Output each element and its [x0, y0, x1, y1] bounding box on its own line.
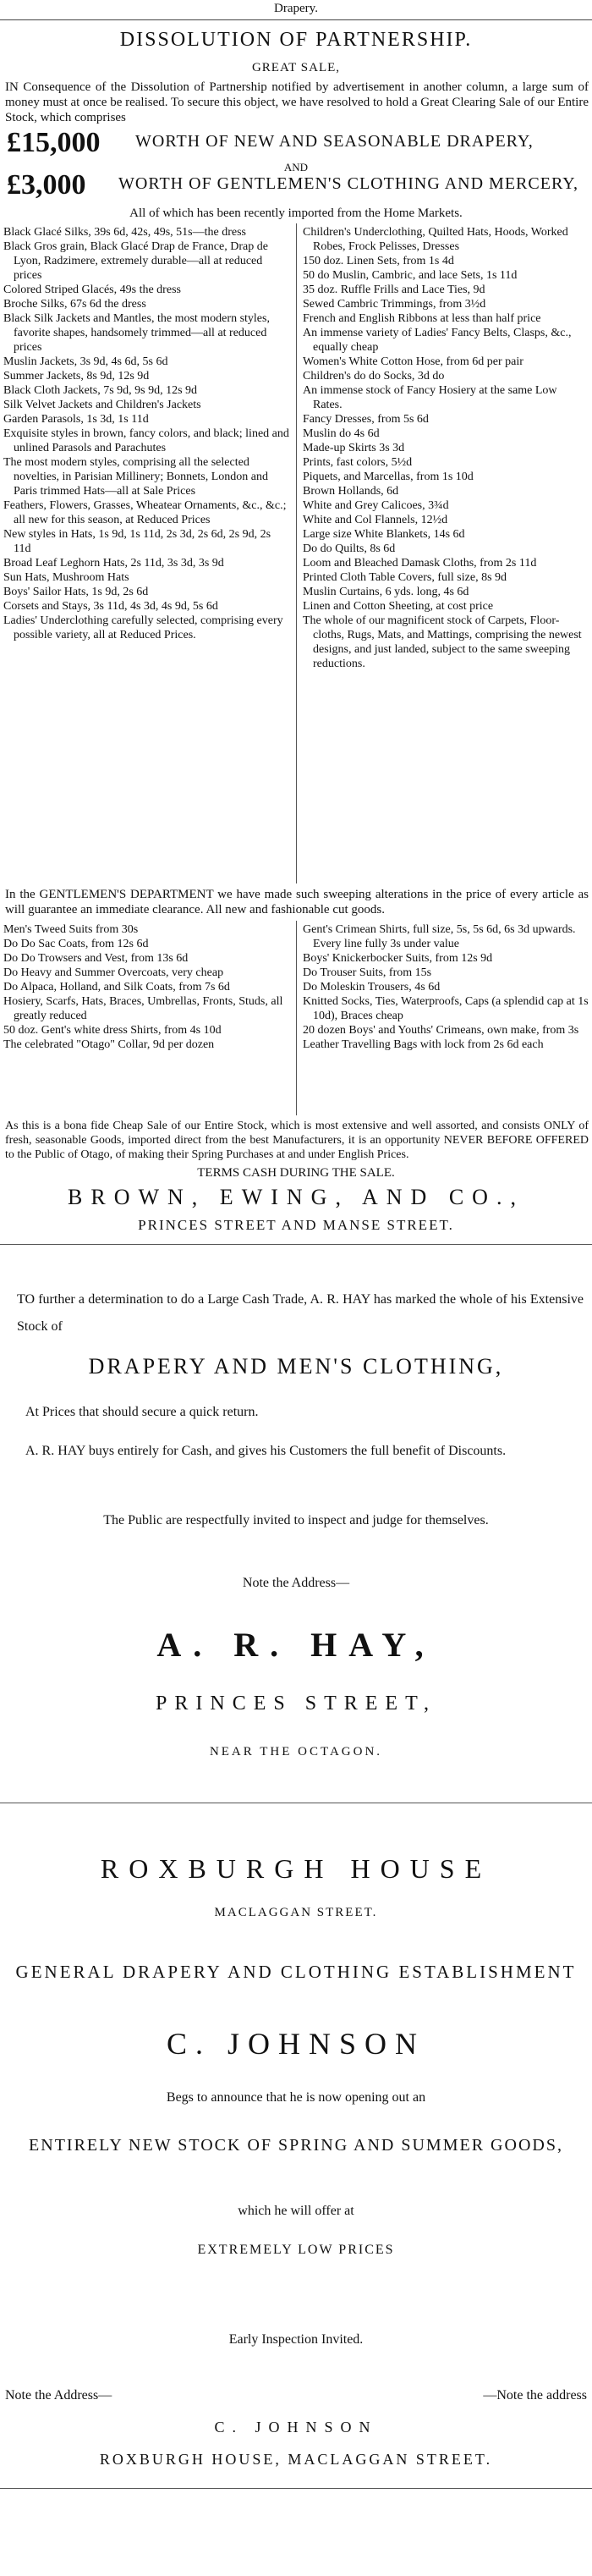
ad1-firm: BROWN, EWING, AND CO.,	[68, 1185, 524, 1209]
list-item: Garden Parasols, 1s 3d, 1s 11d	[3, 413, 149, 426]
ad1-amount1: £15,000	[7, 127, 101, 158]
list-item: Hosiery, Scarfs, Hats, Braces, Umbrellas, Fronts, Studs, all greatly reduced	[3, 995, 283, 1022]
list-item: Sewed Cambric Trimmings, from 3½d	[303, 298, 486, 311]
ad1-intro: IN Consequence of the Dissolution of Partnership notified by advertisement in another column, a large sum of money must at once be realised. To secure this object, we have resolved to hold a Great Clearing Sale of our Entire Stock, which comprises	[5, 80, 589, 124]
ad2-heading: DRAPERY AND MEN'S CLOTHING,	[88, 1354, 504, 1379]
ad3-street: MACLAGGAN STREET.	[214, 1906, 378, 1919]
ad1-amount2-text: WORTH OF GENTLEMEN'S CLOTHING AND MERCERY,	[118, 174, 579, 193]
ad1-terms: TERMS CASH DURING THE SALE.	[197, 1166, 395, 1180]
ad1-closing: As this is a bona fide Cheap Sale of our Entire Stock, which is most extensive and well assorted, and consists ONLY of fresh, seasonable Goods, imported direct from the best Manufacturers, it is an opportunity NEVER BEFORE OFFERED to the Public of Otago, of making their Spring Purchases at and under English Prices.	[5, 1120, 589, 1161]
list-item: Printed Cloth Table Covers, full size, 8s 9d	[303, 571, 507, 584]
list-item: 50 doz. Gent's white dress Shirts, from 4s 10d	[3, 1024, 222, 1037]
ad1-left-column	[3, 225, 291, 642]
list-item: Summer Jackets, 8s 9d, 12s 9d	[3, 370, 150, 383]
ad3-bottom-rule	[0, 2488, 592, 2489]
list-item: Do Trouser Suits, from 15s	[303, 966, 432, 979]
list-item: 150 doz. Linen Sets, from 1s 4d	[303, 255, 454, 267]
ad3-low: EXTREMELY LOW PRICES	[197, 2243, 395, 2257]
list-item: Sun Hats, Mushroom Hats	[3, 571, 129, 584]
ad1-title: DISSOLUTION OF PARTNERSHIP.	[119, 29, 473, 51]
list-item: New styles in Hats, 1s 9d, 1s 11d, 2s 3d, 2s 6d, 2s 9d, 2s 11d	[3, 528, 271, 555]
ad2-buys: A. R. HAY buys entirely for Cash, and gives his Customers the full benefit of Discounts.	[25, 1444, 507, 1458]
list-item: The most modern styles, comprising all the selected novelties, in Parisian Millinery; Bonnets, London and Paris trimmed Hats—all at Sale Prices	[3, 456, 268, 498]
list-item: Large size White Blankets, 14s 6d	[303, 528, 465, 541]
ad1-gents-para: In the GENTLEMEN'S DEPARTMENT we have made such sweeping alterations in the price of every article as will guarantee an immediate clearance. All new and fashionable cut goods.	[5, 888, 589, 916]
list-item: Fancy Dresses, from 5s 6d	[303, 413, 429, 426]
list-item: Men's Tweed Suits from 30s	[3, 923, 139, 936]
ad3-house: ROXBURGH HOUSE	[100, 1853, 492, 1884]
ad1-bottom-rule	[0, 1244, 592, 1245]
list-item: Gent's Crimean Shirts, full size, 5s, 5s 6d, 6s 3d upwards. Every line fully 3s under value	[303, 923, 576, 950]
ad1-imported: All of which has been recently imported from the Home Markets.	[129, 206, 463, 220]
ad3-note-right: —Note the address	[483, 2388, 587, 2403]
ad2-note: Note the Address—	[242, 1576, 350, 1590]
list-item: The whole of our magnificent stock of Carpets, Floor-cloths, Rugs, Mats, and Mattings, comprising the newest designs, and just landed, subject to the same sweeping reductions.	[303, 614, 582, 670]
list-item: Ladies' Underclothing carefully selected, comprising every possible variety, all at Reduced Prices.	[3, 614, 283, 641]
ad3-stock: ENTIRELY NEW STOCK OF SPRING AND SUMMER GOODS,	[29, 2136, 563, 2155]
ad2-prices: At Prices that should secure a quick return.	[25, 1405, 259, 1419]
section-header	[0, 0, 592, 20]
list-item: Do Moleskin Trousers, 4s 6d	[303, 981, 441, 994]
list-item: An immense variety of Ladies' Fancy Belts, Clasps, &c., equally cheap	[303, 327, 572, 354]
list-item: Made-up Skirts 3s 3d	[303, 442, 405, 454]
list-item: Women's White Cotton Hose, from 6d per pair	[303, 355, 523, 368]
list-item: White and Grey Calicoes, 3¾d	[303, 499, 449, 512]
list-item: Black Glacé Silks, 39s 6d, 42s, 49s, 51s—the dress	[3, 226, 246, 239]
ad1-amount2: £3,000	[7, 169, 86, 201]
list-item: White and Col Flannels, 12½d	[303, 514, 448, 526]
ad2-name: A. R. HAY,	[156, 1626, 436, 1664]
list-item: Boys' Sailor Hats, 1s 9d, 2s 6d	[3, 586, 149, 598]
ad3-note-left: Note the Address—	[5, 2388, 112, 2403]
ad3-name: C. JOHNSON	[166, 2027, 426, 2061]
list-item: Do do Quilts, 8s 6d	[303, 542, 396, 555]
ad1-column-divider	[296, 223, 297, 883]
list-item: Do Alpaca, Holland, and Silk Coats, from 7s 6d	[3, 981, 230, 994]
list-item: The celebrated "Otago" Collar, 9d per dozen	[3, 1038, 215, 1051]
list-item: Loom and Bleached Damask Cloths, from 2s 11d	[303, 557, 537, 570]
list-item: Silk Velvet Jackets and Children's Jackets	[3, 399, 201, 411]
ad1-address: PRINCES STREET AND MANSE STREET.	[138, 1217, 454, 1233]
list-item: Children's do do Socks, 3d do	[303, 370, 445, 383]
list-item: 50 do Muslin, Cambric, and lace Sets, 1s 11d	[303, 269, 518, 282]
ad1-and: AND	[283, 161, 309, 173]
ad1-right-column	[303, 225, 589, 671]
ad3-footer-name: C. JOHNSON	[214, 2419, 378, 2436]
list-item: Do Do Sac Coats, from 12s 6d	[3, 938, 149, 950]
list-item: Do Heavy and Summer Overcoats, very cheap	[3, 966, 224, 979]
list-item: Do Do Trowsers and Vest, from 13s 6d	[3, 952, 189, 965]
list-item: French and English Ribbons at less than half price	[303, 312, 541, 325]
list-item: Broche Silks, 67s 6d the dress	[3, 298, 146, 311]
list-item: Feathers, Flowers, Grasses, Wheatear Ornaments, &c., &c.; all new for this season, at Reduced Prices	[3, 499, 287, 526]
list-item: Knitted Socks, Ties, Waterproofs, Caps (a splendid cap at 1s 10d), Braces cheap	[303, 995, 589, 1022]
list-item: Corsets and Stays, 3s 11d, 4s 3d, 4s 9d, 5s 6d	[3, 600, 218, 613]
ad2-invite: The Public are respectfully invited to inspect and judge for themselves.	[103, 1513, 489, 1527]
list-item: Exquisite styles in brown, fancy colors, and black; lined and unlined Parasols and Parachutes	[3, 427, 289, 454]
list-item: Prints, fast colors, 5½d	[303, 456, 413, 469]
ad1-gents-divider	[296, 921, 297, 1115]
ad3-establishment: GENERAL DRAPERY AND CLOTHING ESTABLISHMENT	[15, 1962, 577, 1982]
ad3-inspection: Early Inspection Invited.	[228, 2332, 364, 2347]
ad3-offer: which he will offer at	[238, 2204, 354, 2218]
ad2-intro: TO further a determination to do a Large Cash Trade, A. R. HAY has marked the whole of his Extensive Stock of	[17, 1292, 584, 1334]
ad1-gents-right	[303, 922, 589, 1052]
list-item: Black Silk Jackets and Mantles, the most modern styles, favorite shapes, handsomely trimmed—all at reduced prices	[3, 312, 270, 354]
list-item: Muslin do 4s 6d	[303, 427, 380, 440]
list-item: An immense stock of Fancy Hosiery at the same Low Rates.	[303, 384, 557, 411]
list-item: Children's Underclothing, Quilted Hats, Hoods, Worked Robes, Frock Pelisses, Dresses	[303, 226, 568, 253]
list-item: Black Gros grain, Black Glacé Drap de France, Drap de Lyon, Radzimere, extremely durable—all at reduced prices	[3, 240, 268, 282]
list-item: Brown Hollands, 6d	[303, 485, 399, 498]
ad1-amount1-text: WORTH OF NEW AND SEASONABLE DRAPERY,	[135, 132, 534, 151]
ad1-gents-left	[3, 922, 291, 1052]
list-item: Muslin Curtains, 6 yds. long, 4s 6d	[303, 586, 469, 598]
list-item: Linen and Cotton Sheeting, at cost price	[303, 600, 494, 613]
ad3-announce: Begs to announce that he is now opening out an	[166, 2090, 426, 2105]
ad1-subtitle: GREAT SALE,	[251, 61, 341, 74]
ad2-street: PRINCES STREET,	[156, 1693, 436, 1715]
list-item: Boys' Knickerbocker Suits, from 12s 9d	[303, 952, 493, 965]
list-item: 20 dozen Boys' and Youths' Crimeans, own make, from 3s	[303, 1024, 579, 1037]
ad3-footer-address: ROXBURGH HOUSE, MACLAGGAN STREET.	[99, 2451, 493, 2468]
list-item: 35 doz. Ruffle Frills and Lace Ties, 9d	[303, 283, 485, 296]
list-item: Leather Travelling Bags with lock from 2s 6d each	[303, 1038, 544, 1051]
list-item: Piquets, and Marcellas, from 1s 10d	[303, 471, 474, 483]
list-item: Black Cloth Jackets, 7s 9d, 9s 9d, 12s 9d	[3, 384, 198, 397]
ad2-near: NEAR THE OCTAGON.	[209, 1745, 383, 1759]
section-title: Drapery.	[274, 2, 318, 15]
list-item: Colored Striped Glacés, 49s the dress	[3, 283, 181, 296]
list-item: Muslin Jackets, 3s 9d, 4s 6d, 5s 6d	[3, 355, 168, 368]
list-item: Broad Leaf Leghorn Hats, 2s 11d, 3s 3d, 3s 9d	[3, 557, 224, 570]
